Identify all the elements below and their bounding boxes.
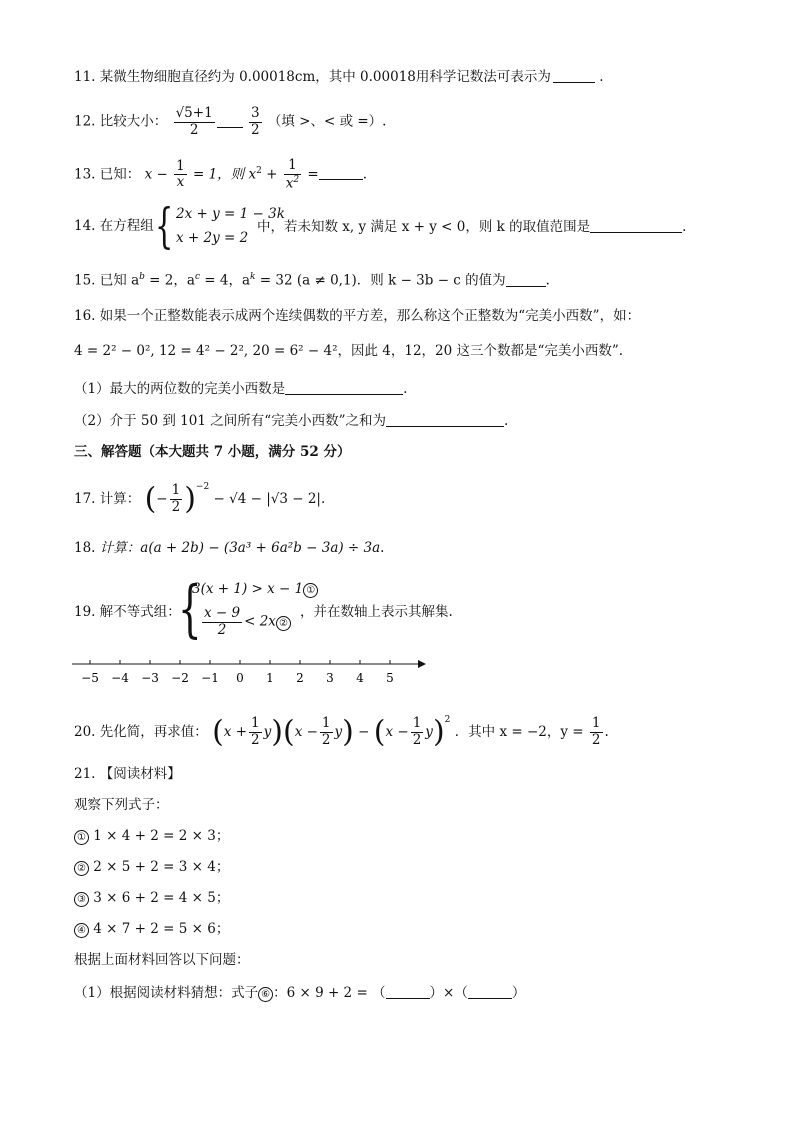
question-11: 11. 某微生物细胞直径约为 0.00018cm，其中 0.00018用科学记数法可表示为 .	[74, 69, 604, 85]
ask-label: 根据上面材料回答以下问题：	[74, 952, 250, 968]
tick-label: −5	[81, 671, 99, 685]
question-13: 13. 已知： x − $\frac{1}{x}$ = 1，则 $x^2$ + $\frac{1}{x^2}$ = .	[74, 157, 367, 192]
question-16-part1: （1）最大的两位数的完美小西数是 .	[74, 381, 408, 397]
fraction: $\frac{1}{x}$	[176, 157, 185, 191]
inequality-2: $\frac{x - 9}{2}$ < 2x ②	[200, 606, 291, 638]
question-16-part2: （2）介于 50 到 101 之间所有“完美小西数”之和为 .	[74, 413, 509, 429]
question-21: 21. 【阅读材料】	[74, 766, 181, 782]
answer-blank[interactable]	[506, 274, 546, 287]
fraction: $\frac{1}{x^2}$	[285, 157, 300, 192]
list-item: ① 1 × 4 + 2 = 2 × 3；	[74, 830, 229, 845]
question-15: 15. 已知 $a^b = 2$，$a^c = 4$，$a^k = 32$ (a ≠ 0,1)．则 k − 3b − c 的值为 .	[74, 272, 550, 289]
section-heading: 三、解答题（本大题共 7 小题，满分 52 分）	[74, 444, 351, 460]
list-item: ④ 4 × 7 + 2 = 5 × 6；	[74, 923, 229, 938]
tick-label: −2	[171, 671, 189, 685]
number-line	[68, 655, 428, 687]
question-16-examples: 4 = 2² − 0², 12 = 4² − 2², 20 = 6² − 4²，因此 4，12，20 这三个数都是“完美小西数”.	[74, 343, 624, 359]
tick-label: −4	[111, 671, 129, 685]
tick-label: 1	[266, 671, 274, 685]
fraction: $\frac{3}{2}$	[250, 105, 260, 138]
question-19-tail: ，并在数轴上表示其解集.	[300, 604, 453, 620]
question-19: 19. 解不等式组：	[74, 604, 181, 620]
equation-2: x + 2y = 2	[176, 230, 249, 246]
answer-blank[interactable]	[590, 220, 682, 233]
tick-label: −3	[141, 671, 159, 685]
answer-blank[interactable]	[386, 986, 430, 999]
question-14-cont: 中，若未知数 x, y 满足 x + y < 0，则 k 的取值范围是 .	[257, 219, 687, 235]
tick-label: 0	[236, 671, 244, 685]
tick-label: 3	[326, 671, 334, 685]
question-14: 14. 在方程组	[74, 218, 154, 234]
list-item: ② 2 × 5 + 2 = 3 × 4；	[74, 861, 229, 876]
answer-blank[interactable]	[319, 167, 363, 180]
question-12: 12. 比较大小： $\frac{√5+1}{2}$ $\frac{3}{2}$ （填 >、< 或 =）.	[74, 105, 387, 138]
answer-blank[interactable]	[468, 986, 512, 999]
tick-label: 4	[356, 671, 364, 685]
question-17: 17. 计算： (− $\frac{1}{2}$ )$^{-2}$ − √4 − |√3 − 2|.	[74, 481, 326, 517]
observe-label: 观察下列式子：	[74, 797, 169, 813]
question-16: 16. 如果一个正整数能表示成两个连续偶数的平方差，那么称这个正整数为“完美小西数”，如：	[74, 308, 641, 324]
brace: {	[178, 572, 202, 645]
brace: {	[155, 198, 174, 254]
list-item: ③ 3 × 6 + 2 = 4 × 5；	[74, 892, 229, 907]
tick-label: −1	[201, 671, 219, 685]
fraction: $\frac{√5+1}{2}$	[175, 105, 213, 138]
answer-blank[interactable]	[553, 70, 595, 83]
tick-label: 2	[296, 671, 304, 685]
answer-blank[interactable]	[285, 382, 403, 395]
answer-blank[interactable]	[386, 414, 504, 427]
question-18: 18. 计算：a(a + 2b) − (3a³ + 6a²b − 3a) ÷ 3a.	[74, 540, 385, 556]
tick-label: 5	[386, 671, 394, 685]
inequality-1: 3(x + 1) > x − 1 ①	[192, 583, 318, 598]
question-21-part1: （1）根据阅读材料猜想：式子 ⑥ ：6 × 9 + 2 = （ ）×（ ）	[74, 985, 526, 1001]
equation-1: 2x + y = 1 − 3k	[176, 206, 285, 222]
answer-blank[interactable]	[217, 115, 243, 128]
question-20: 20. 先化简，再求值： (x + $\frac{1}{2}$ y)(x − $\frac{1}{2}$ y) − (x − $\frac{1}{2}$ y)$^2$ ．其中 x = −2，y = $\frac{1}{2}$ .	[74, 714, 609, 750]
